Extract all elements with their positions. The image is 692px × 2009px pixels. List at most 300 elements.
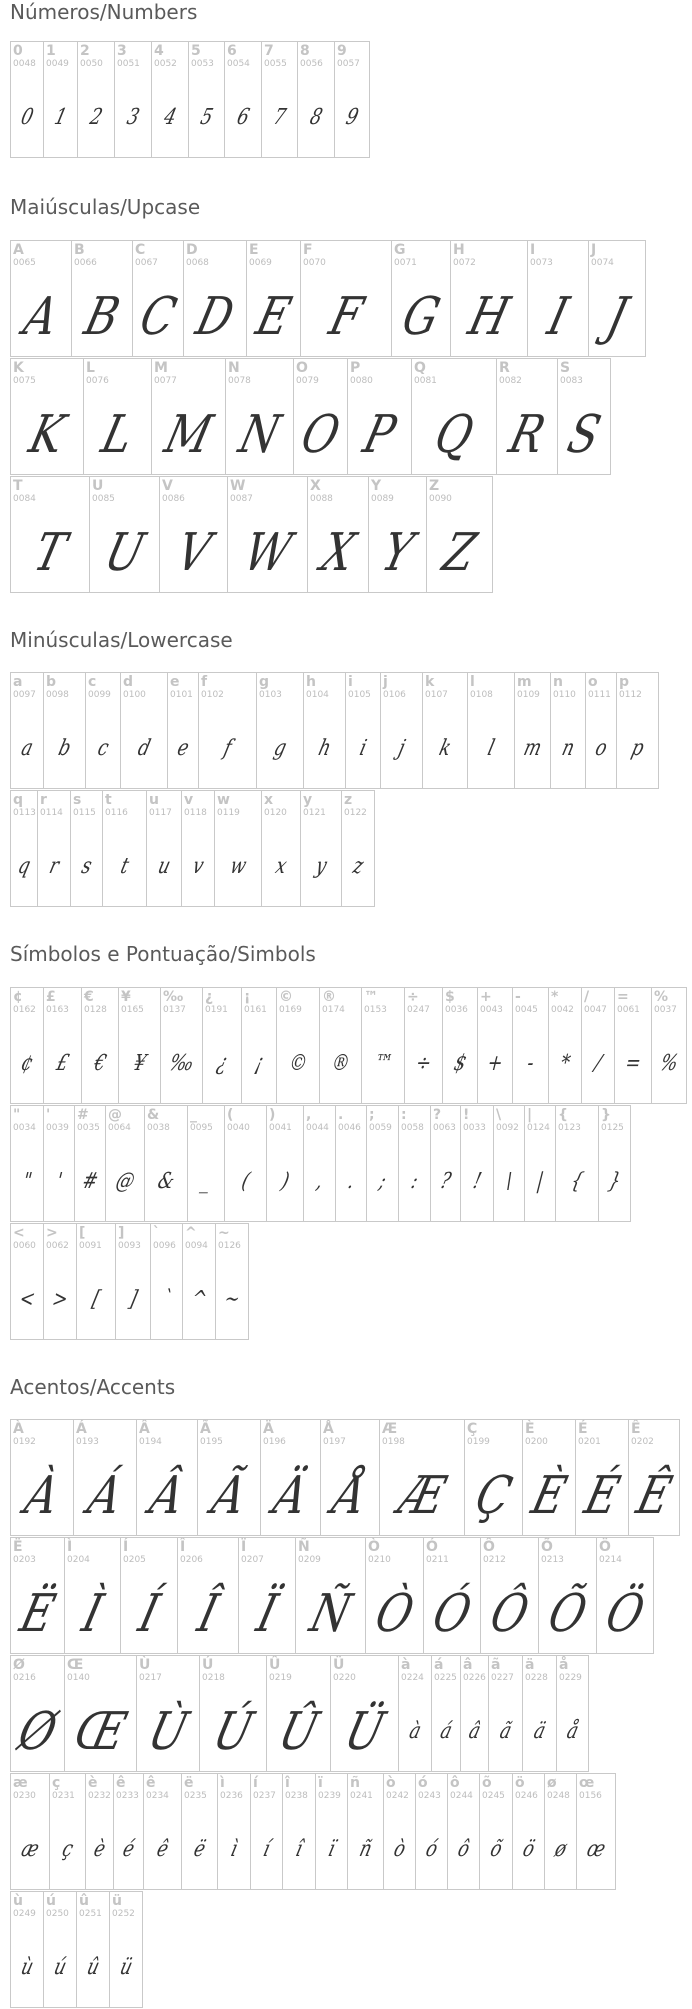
glyph-code-label: 0122 [344, 808, 367, 818]
glyph-character-label: O [296, 360, 308, 376]
glyph-character-label: U [92, 478, 104, 494]
glyph-code-label: 0206 [180, 1555, 203, 1565]
glyph-code-label: 0126 [218, 1241, 241, 1251]
glyph-cell [49, 1773, 86, 1890]
glyph-code-label: 0233 [116, 1791, 139, 1801]
glyph-character-label: Õ [541, 1539, 553, 1555]
glyph-character-label: u [149, 792, 159, 808]
glyph-code-label: 0048 [13, 59, 36, 69]
glyph-sample: Ô [484, 1584, 535, 1644]
glyph-character-label: d [123, 674, 134, 690]
glyph-sample: % [657, 1051, 681, 1076]
glyph-code-label: 0034 [13, 1123, 36, 1133]
glyph-sample: R [503, 405, 551, 465]
glyph-row [10, 1105, 630, 1223]
glyph-cell [10, 1105, 44, 1222]
glyph-character-label: L [86, 360, 95, 376]
glyph-cell [576, 1773, 616, 1890]
glyph-code-label: 0112 [619, 690, 642, 700]
glyph-cell [136, 1419, 198, 1536]
glyph-cell [146, 790, 182, 907]
glyph-cell [188, 41, 225, 158]
glyph-code-label: 0201 [578, 1437, 601, 1447]
glyph-code-label: 0118 [184, 808, 207, 818]
glyph-cell [43, 41, 78, 158]
glyph-character-label: Ê [631, 1421, 641, 1437]
glyph-code-label: 0084 [13, 494, 36, 504]
glyph-cell [411, 358, 497, 475]
glyph-code-label: 0033 [463, 1123, 486, 1133]
glyph-code-label: 0207 [241, 1555, 264, 1565]
glyph-cell [215, 1223, 249, 1340]
glyph-code-label: 0214 [599, 1555, 622, 1565]
glyph-cell [10, 790, 38, 907]
glyph-sample: A [18, 287, 64, 347]
glyph-sample: Ó [427, 1584, 477, 1644]
glyph-code-label: 0153 [364, 1005, 387, 1015]
glyph-character-label: j [383, 674, 388, 690]
glyph-row [10, 1891, 142, 2009]
glyph-code-label: 0247 [407, 1005, 430, 1015]
glyph-sample: G [396, 287, 446, 347]
glyph-sample: Ë [14, 1584, 61, 1644]
glyph-sample: 3 [124, 105, 142, 130]
glyph-character-label: ~ [218, 1225, 230, 1241]
glyph-character-label: ‰ [163, 989, 184, 1005]
glyph-cell [10, 672, 44, 789]
glyph-cell [422, 672, 468, 789]
glyph-sample: Ö [600, 1584, 650, 1644]
glyph-character-label: f [201, 674, 208, 690]
glyph-character-label: % [654, 989, 669, 1005]
glyph-character-label: û [79, 1893, 89, 1909]
glyph-code-label: 0213 [541, 1555, 564, 1565]
glyph-cell [467, 672, 515, 789]
glyph-sample: Ñ [304, 1584, 357, 1644]
glyph-cell [496, 358, 558, 475]
glyph-code-label: 0056 [300, 59, 323, 69]
glyph-cell [143, 1773, 182, 1890]
glyph-code-label: 0067 [135, 258, 158, 268]
glyph-cell [651, 987, 687, 1104]
glyph-character-label: [ [79, 1225, 86, 1241]
glyph-character-label: Ú [202, 1657, 214, 1673]
glyph-code-label: 0252 [112, 1909, 135, 1919]
glyph-cell [319, 987, 362, 1104]
glyph-sample: á [437, 1719, 455, 1744]
glyph-sample: Z [437, 523, 482, 583]
glyph-code-label: 0087 [230, 494, 253, 504]
glyph-code-label: 0224 [401, 1673, 424, 1683]
glyph-cell [109, 1891, 143, 2008]
glyph-cell [544, 1773, 577, 1890]
glyph-cell [341, 790, 375, 907]
glyph-code-label: 0218 [202, 1673, 225, 1683]
glyph-sample: E [250, 287, 297, 347]
glyph-cell [293, 358, 348, 475]
glyph-character-label: å [559, 1657, 569, 1673]
glyph-sample: > [49, 1287, 71, 1312]
glyph-character-label: W [230, 478, 246, 494]
glyph-cell [261, 41, 298, 158]
glyph-cell [181, 790, 215, 907]
glyph-character-label: ? [433, 1107, 442, 1123]
glyph-character-label: æ [13, 1775, 28, 1791]
glyph-sample: M [159, 405, 218, 465]
glyph-cell [10, 358, 84, 475]
glyph-character-label: o [588, 674, 598, 690]
glyph-sample: c [95, 736, 112, 761]
glyph-code-label: 0041 [269, 1123, 292, 1133]
glyph-code-label: 0069 [249, 258, 272, 268]
glyph-character-label: g [259, 674, 270, 690]
glyph-cell [460, 1105, 494, 1222]
glyph-cell [366, 1105, 399, 1222]
glyph-character-label: ^ [185, 1225, 197, 1241]
glyph-code-label: 0063 [433, 1123, 456, 1133]
glyph-cell [76, 1223, 116, 1340]
glyph-character-label: ¿ [205, 989, 214, 1005]
glyph-code-label: 0230 [13, 1791, 36, 1801]
glyph-character-label: ê [146, 1775, 156, 1791]
glyph-cell [479, 1773, 513, 1890]
glyph-cell [10, 1655, 65, 1772]
glyph-cell [10, 1891, 44, 2008]
glyph-sample: ë [191, 1837, 208, 1862]
glyph-code-label: 0059 [369, 1123, 392, 1133]
glyph-character-label: Ì [67, 1539, 73, 1555]
glyph-cell [43, 1891, 77, 2008]
glyph-cell [276, 987, 320, 1104]
glyph-code-label: 0227 [491, 1673, 514, 1683]
glyph-code-label: 0161 [244, 1005, 267, 1015]
section-title-numbers: Números/Numbers [10, 0, 198, 24]
glyph-sample: 8 [307, 105, 325, 130]
glyph-sample: f [221, 736, 235, 761]
glyph-cell [102, 790, 147, 907]
glyph-character-label: 9 [337, 43, 347, 59]
glyph-row [10, 476, 492, 594]
glyph-cell [398, 1655, 432, 1772]
glyph-character-label: £ [46, 989, 56, 1005]
glyph-code-label: 0226 [463, 1673, 486, 1683]
glyph-code-label: 0114 [40, 808, 63, 818]
glyph-sample: / [592, 1051, 605, 1076]
glyph-character-label: 4 [154, 43, 164, 59]
glyph-sample: y [313, 854, 330, 879]
glyph-code-label: 0066 [74, 258, 97, 268]
glyph-code-label: 0242 [386, 1791, 409, 1801]
glyph-code-label: 0212 [483, 1555, 506, 1565]
glyph-cell [514, 672, 551, 789]
glyph-code-label: 0047 [584, 1005, 607, 1015]
glyph-cell [557, 358, 611, 475]
glyph-cell [303, 1105, 336, 1222]
glyph-character-label: â [463, 1657, 473, 1673]
glyph-sample: < [16, 1287, 38, 1312]
glyph-cell [167, 672, 199, 789]
glyph-character-label: Ë [13, 1539, 23, 1555]
glyph-code-label: 0093 [118, 1241, 141, 1251]
glyph-sample: ! [470, 1169, 484, 1194]
glyph-sample: n [559, 736, 577, 761]
glyph-character-label: 1 [46, 43, 56, 59]
glyph-row [10, 1419, 679, 1537]
glyph-code-label: 0062 [46, 1241, 69, 1251]
glyph-character-label: € [84, 989, 94, 1005]
glyph-cell [181, 1773, 218, 1890]
section-title-lowercase: Minúsculas/Lowercase [10, 628, 233, 652]
glyph-sample: ó [423, 1837, 441, 1862]
glyph-cell [460, 1655, 489, 1772]
glyph-code-label: 0243 [418, 1791, 441, 1801]
glyph-sample: : [408, 1169, 421, 1194]
glyph-code-label: 0228 [525, 1673, 548, 1683]
glyph-code-label: 0110 [553, 690, 576, 700]
glyph-code-label: 0061 [617, 1005, 640, 1015]
glyph-character-label: Â [139, 1421, 150, 1437]
glyph-sample: ? [437, 1169, 454, 1194]
glyph-cell [136, 1655, 200, 1772]
glyph-sample: ` [159, 1287, 175, 1312]
glyph-sample: v [190, 854, 207, 879]
glyph-cell [74, 1105, 106, 1222]
glyph-cell [120, 672, 168, 789]
glyph-code-label: 0064 [108, 1123, 131, 1133]
glyph-code-label: 0089 [371, 494, 394, 504]
glyph-cell [73, 1419, 137, 1536]
glyph-character-label: n [553, 674, 563, 690]
glyph-code-label: 0082 [499, 376, 522, 386]
glyph-code-label: 0042 [551, 1005, 574, 1015]
glyph-sample: 7 [270, 105, 289, 130]
glyph-character-label: ö [515, 1775, 525, 1791]
glyph-character-label: B [74, 242, 85, 258]
glyph-code-label: 0101 [170, 690, 193, 700]
glyph-sample: ä [531, 1719, 548, 1744]
glyph-row [10, 41, 369, 159]
glyph-code-label: 0051 [117, 59, 140, 69]
glyph-sample: Õ [542, 1584, 593, 1644]
glyph-cell [488, 1655, 523, 1772]
glyph-code-label: 0210 [368, 1555, 391, 1565]
glyph-sample: ( [239, 1169, 253, 1194]
glyph-cell [199, 1655, 267, 1772]
glyph-cell [423, 1537, 481, 1654]
glyph-cell [197, 1419, 261, 1536]
glyph-character-label: ù [13, 1893, 23, 1909]
glyph-code-label: 0174 [322, 1005, 345, 1015]
glyph-code-label: 0194 [139, 1437, 162, 1447]
glyph-cell [159, 476, 228, 593]
glyph-character-label: ® [322, 989, 336, 1005]
glyph-sample: w [227, 854, 249, 879]
glyph-character-label: & [147, 1107, 160, 1123]
glyph-character-label: ¡ [244, 989, 251, 1005]
glyph-character-label: É [578, 1421, 588, 1437]
glyph-cell [442, 987, 478, 1104]
glyph-character-label: Æ [382, 1421, 398, 1437]
glyph-sample: ] [126, 1287, 140, 1312]
glyph-character-label: 0 [13, 43, 23, 59]
glyph-sample: ô [455, 1837, 473, 1862]
glyph-sample: ® [328, 1051, 353, 1076]
glyph-cell [85, 672, 121, 789]
glyph-code-label: 0249 [13, 1909, 36, 1919]
glyph-sample: å [564, 1719, 581, 1744]
glyph-character-label: È [525, 1421, 535, 1437]
glyph-character-label: x [264, 792, 274, 808]
glyph-character-label: J [591, 242, 597, 258]
glyph-code-label: 0060 [13, 1241, 36, 1251]
glyph-cell [588, 240, 646, 357]
glyph-code-label: 0237 [253, 1791, 276, 1801]
glyph-sample: r [46, 854, 62, 879]
glyph-cell [575, 1419, 629, 1536]
glyph-character-label: " [13, 1107, 21, 1123]
glyph-character-label: À [13, 1421, 24, 1437]
glyph-cell [113, 1773, 144, 1890]
glyph-character-label: * [551, 989, 559, 1005]
glyph-cell [151, 358, 226, 475]
glyph-cell [431, 1655, 461, 1772]
glyph-code-label: 0085 [92, 494, 115, 504]
glyph-code-label: 0202 [631, 1437, 654, 1447]
glyph-cell [114, 41, 152, 158]
glyph-code-label: 0211 [426, 1555, 449, 1565]
glyph-character-label: ë [184, 1775, 194, 1791]
glyph-cell [368, 476, 427, 593]
glyph-cell [70, 790, 103, 907]
glyph-cell [616, 672, 659, 789]
glyph-code-label: 0070 [303, 258, 326, 268]
glyph-sample: N [233, 405, 286, 465]
glyph-code-label: 0037 [654, 1005, 677, 1015]
glyph-sample: € [91, 1051, 109, 1076]
glyph-character-label: X [310, 478, 321, 494]
glyph-sample: é [120, 1837, 137, 1862]
glyph-character-label: / [584, 989, 590, 1005]
glyph-code-label: 0088 [310, 494, 333, 504]
glyph-code-label: 0219 [269, 1673, 292, 1683]
glyph-cell [85, 1773, 114, 1890]
glyph-code-label: 0251 [79, 1909, 102, 1919]
glyph-character-label: ä [525, 1657, 535, 1673]
glyph-cell [224, 41, 262, 158]
glyph-character-label: K [13, 360, 24, 376]
glyph-code-label: 0239 [318, 1791, 341, 1801]
glyph-character-label: 8 [300, 43, 310, 59]
glyph-cell [120, 1537, 178, 1654]
glyph-cell [556, 1655, 589, 1772]
glyph-row [10, 1537, 653, 1655]
glyph-sample: d [135, 736, 153, 761]
glyph-sample: l [485, 736, 498, 761]
glyph-character-label: ó [418, 1775, 428, 1791]
glyph-cell [150, 1223, 183, 1340]
glyph-sample: û [84, 1955, 102, 1980]
glyph-cell [347, 1773, 384, 1890]
glyph-code-label: 0103 [259, 690, 282, 700]
glyph-character-label: | [527, 1107, 533, 1123]
glyph-code-label: 0238 [285, 1791, 308, 1801]
glyph-sample: T [28, 523, 72, 583]
glyph-sample: í [260, 1837, 273, 1862]
glyph-cell [614, 987, 652, 1104]
glyph-cell [330, 1655, 399, 1772]
glyph-cell [64, 1537, 121, 1654]
glyph-character-label: Ô [483, 1539, 495, 1555]
glyph-cell [214, 790, 262, 907]
glyph-cell [10, 41, 44, 158]
glyph-cell [581, 987, 615, 1104]
glyph-character-label: - [515, 989, 521, 1005]
glyph-cell [261, 790, 301, 907]
glyph-code-label: 0074 [591, 258, 614, 268]
glyph-cell [550, 672, 586, 789]
glyph-code-label: 0096 [153, 1241, 176, 1251]
glyph-character-label: 6 [227, 43, 237, 59]
glyph-sample: Y [375, 523, 420, 583]
glyph-character-label: ¢ [13, 989, 23, 1005]
glyph-sample: Ò [369, 1584, 420, 1644]
glyph-code-label: 0128 [84, 1005, 107, 1015]
glyph-cell [315, 1773, 348, 1890]
glyph-sample: Â [144, 1466, 190, 1526]
glyph-character-label: Ò [368, 1539, 380, 1555]
glyph-cell [628, 1419, 680, 1536]
glyph-character-label: ç [52, 1775, 61, 1791]
glyph-code-label: 0163 [46, 1005, 69, 1015]
glyph-character-label: i [348, 674, 353, 690]
glyph-code-label: 0105 [348, 690, 371, 700]
glyph-character-label: ï [318, 1775, 323, 1791]
glyph-sample: 9 [343, 105, 361, 130]
glyph-sample: ~ [221, 1287, 243, 1312]
glyph-sample: Ç [469, 1466, 518, 1526]
glyph-character-label: ) [269, 1107, 276, 1123]
glyph-code-label: 0053 [191, 59, 214, 69]
glyph-sample: 4 [161, 105, 179, 130]
glyph-sample: \ [503, 1169, 516, 1194]
glyph-code-label: 0098 [46, 690, 69, 700]
glyph-cell [250, 1773, 283, 1890]
glyph-cell [447, 1773, 480, 1890]
glyph-sample: U [99, 523, 150, 583]
glyph-character-label: T [13, 478, 23, 494]
glyph-sample: Ü [339, 1702, 390, 1762]
glyph-character-label: õ [482, 1775, 492, 1791]
glyph-sample: i [357, 736, 370, 761]
glyph-cell [430, 1105, 461, 1222]
glyph-character-label: w [217, 792, 230, 808]
glyph-sample: Q [429, 405, 479, 465]
glyph-cell [105, 1105, 145, 1222]
glyph-sample: o [592, 736, 610, 761]
glyph-code-label: 0235 [184, 1791, 207, 1801]
glyph-cell [266, 1655, 331, 1772]
glyph-sample: õ [487, 1837, 505, 1862]
glyph-code-label: 0075 [13, 376, 36, 386]
glyph-cell [527, 240, 589, 357]
glyph-cell [398, 1105, 431, 1222]
glyph-code-label: 0216 [13, 1673, 36, 1683]
glyph-character-label: N [228, 360, 240, 376]
glyph-cell [555, 1105, 599, 1222]
glyph-cell [10, 240, 72, 357]
glyph-character-label: z [344, 792, 353, 808]
glyph-character-label: m [517, 674, 532, 690]
